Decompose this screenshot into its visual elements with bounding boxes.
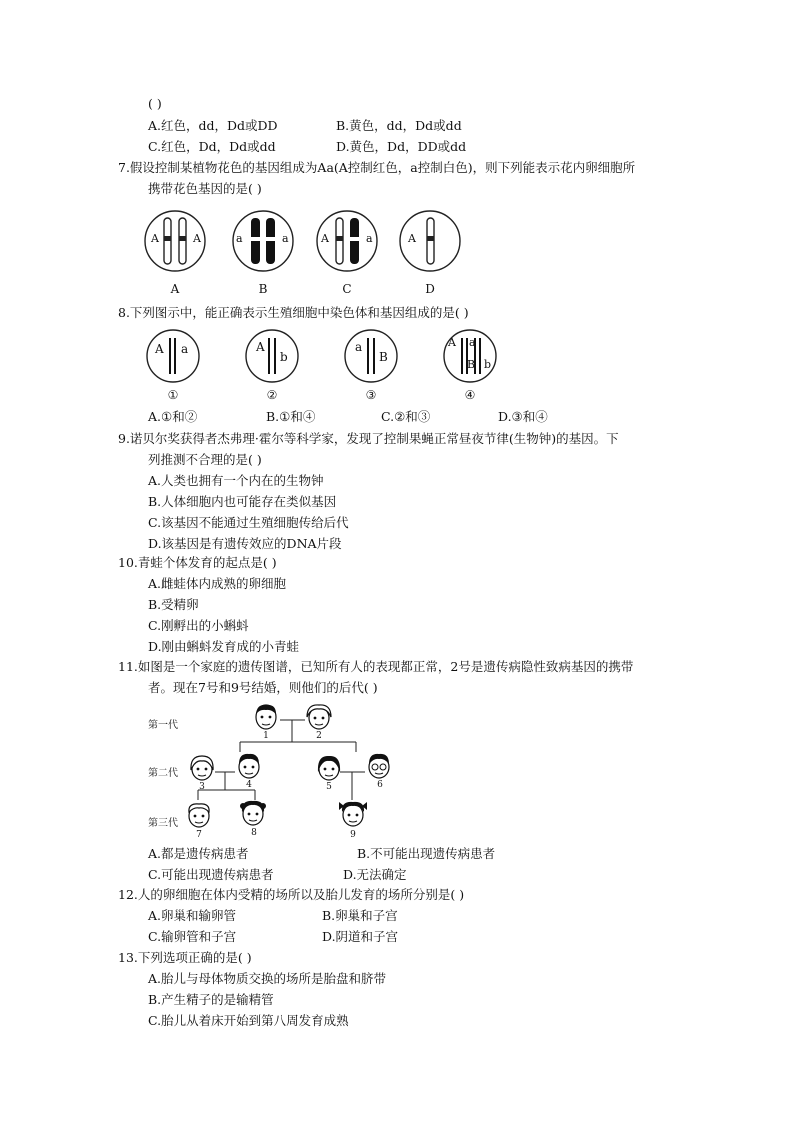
q7-label-a: A <box>170 282 180 296</box>
q11-option-d: D.无法确定 <box>343 867 407 882</box>
q8-cell-4-gene-1: A <box>448 336 456 349</box>
q11-option-a: A.都是遗传病患者 <box>148 846 249 861</box>
person-5-number: 5 <box>326 782 332 792</box>
person-2-figure <box>305 703 333 731</box>
q8-cell-4-gene-2: a <box>469 336 476 349</box>
q10-option-a: A.雌蛙体内成熟的卵细胞 <box>148 576 287 591</box>
q8-cell-3-gene-2: B <box>379 350 388 364</box>
q7-cell-a-gene-left: A <box>151 232 159 245</box>
q10-option-b: B.受精卵 <box>148 597 199 612</box>
q7-stem-line1: 7.假设控制某植物花色的基因组成为Aa(A控制红色，a控制白色)，则下列能表示花内卵细胞所 <box>118 160 636 175</box>
q10-option-c: C.刚孵出的小蝌蚪 <box>148 618 249 633</box>
q10-option-d: D.刚由蝌蚪发育成的小青蛙 <box>148 639 300 654</box>
q8-option-b: B.①和④ <box>266 409 316 424</box>
person-6-number: 6 <box>377 780 383 790</box>
person-4-number: 4 <box>246 780 252 790</box>
q12-option-b: B.卵巢和子宫 <box>322 908 398 923</box>
person-6-figure <box>366 752 392 780</box>
q7-cell-c-gene-right: a <box>366 232 373 245</box>
q12-stem: 12.人的卵细胞在体内受精的场所以及胎儿发育的场所分别是( ) <box>118 887 465 902</box>
q8-stem-line1: 8.下列图示中，能正确表示生殖细胞中染色体和基因组成的是( ) <box>118 305 469 320</box>
q9-option-c: C.该基因不能通过生殖细胞传给后代 <box>148 515 349 530</box>
person-9-number: 9 <box>350 830 356 840</box>
q9-stem-line1: 9.诺贝尔奖获得者杰弗理·霍尔等科学家，发现了控制果蝇正常昼夜节律(生物钟)的基因。下 <box>118 431 619 446</box>
q7-cell-b-gene-left: a <box>236 232 243 245</box>
person-3-figure <box>189 754 215 782</box>
q6-option-b: B.黄色，dd，Dd或dd <box>336 118 462 133</box>
q8-option-c: C.②和③ <box>381 409 431 424</box>
person-1-number: 1 <box>263 731 269 741</box>
q7-cell-d-gene-left: A <box>408 232 416 245</box>
q12-option-a: A.卵巢和输卵管 <box>148 908 237 923</box>
q8-cell-1-gene-1: A <box>155 342 164 356</box>
person-3-number: 3 <box>199 782 205 792</box>
person-4-figure <box>236 752 262 780</box>
q8-label-3: ③ <box>365 388 377 402</box>
q13-stem: 13.下列选项正确的是( ) <box>118 950 252 965</box>
person-7-number: 7 <box>196 830 202 840</box>
q13-option-c: C.胎儿从着床开始到第八周发育成熟 <box>148 1013 349 1028</box>
q7-cell-c-gene-left: A <box>321 232 329 245</box>
q7-stem-line2: 携带花色基因的是( ) <box>148 181 262 196</box>
q8-cell-3-gene-1: a <box>355 340 363 354</box>
q8-option-a: A.①和② <box>148 409 198 424</box>
person-9-figure <box>338 798 368 830</box>
q11-stem-line1: 11.如图是一个家庭的遗传图谱，已知所有人的表现都正常，2号是遗传病隐性致病基因的携带 <box>118 659 634 674</box>
q6-option-d: D.黄色，Dd，DD或dd <box>336 139 467 154</box>
q8-label-2: ② <box>266 388 278 402</box>
q8-cell-1-gene-2: a <box>181 342 189 356</box>
person-8-number: 8 <box>251 828 257 838</box>
q11-option-c: C.可能出现遗传病患者 <box>148 867 274 882</box>
q10-stem: 10.青蛙个体发育的起点是( ) <box>118 555 277 570</box>
q8-cell-4-gene-3: B <box>467 358 476 371</box>
q7-label-c: C <box>342 282 352 296</box>
q11-stem-line2: 者。现在7号和9号结婚，则他们的后代( ) <box>148 680 378 695</box>
person-7-figure <box>185 800 213 830</box>
q6-option-c: C.红色，Dd，Dd或dd <box>148 139 276 154</box>
q9-option-a: A.人类也拥有一个内在的生物钟 <box>148 473 324 488</box>
q7-label-d: D <box>425 282 435 296</box>
q8-option-d: D.③和④ <box>498 409 548 424</box>
q9-option-b: B.人体细胞内也可能存在类似基因 <box>148 494 337 509</box>
q6-answer-blank: ( ) <box>148 96 162 111</box>
q9-stem-line2: 列推测不合理的是( ) <box>148 452 262 467</box>
q13-option-b: B.产生精子的是输精管 <box>148 992 274 1007</box>
pedigree-generation-1-label: 第一代 <box>148 720 178 731</box>
person-5-figure <box>316 754 342 782</box>
pedigree-generation-2-label: 第二代 <box>148 768 178 779</box>
q8-label-4: ④ <box>464 388 476 402</box>
q8-label-1: ① <box>167 388 179 402</box>
q7-label-b: B <box>258 282 268 296</box>
q9-option-d: D.该基因是有遗传效应的DNA片段 <box>148 536 342 551</box>
q8-cell-2-gene-1: A <box>256 340 265 354</box>
person-8-figure <box>239 798 267 828</box>
q7-cell-a-gene-right: A <box>193 232 201 245</box>
q12-option-d: D.阴道和子宫 <box>322 929 399 944</box>
q8-cell-4-gene-4: b <box>484 358 492 371</box>
q12-option-c: C.输卵管和子宫 <box>148 929 237 944</box>
q11-option-b: B.不可能出现遗传病患者 <box>357 846 496 861</box>
person-2-number: 2 <box>316 731 322 741</box>
q7-cell-b-gene-right: a <box>282 232 289 245</box>
q6-option-a: A.红色，dd，Dd或DD <box>148 118 278 133</box>
q8-cell-2-gene-2: b <box>280 350 288 364</box>
pedigree-generation-3-label: 第三代 <box>148 818 178 829</box>
person-1-figure <box>253 703 279 731</box>
q13-option-a: A.胎儿与母体物质交换的场所是胎盘和脐带 <box>148 971 387 986</box>
